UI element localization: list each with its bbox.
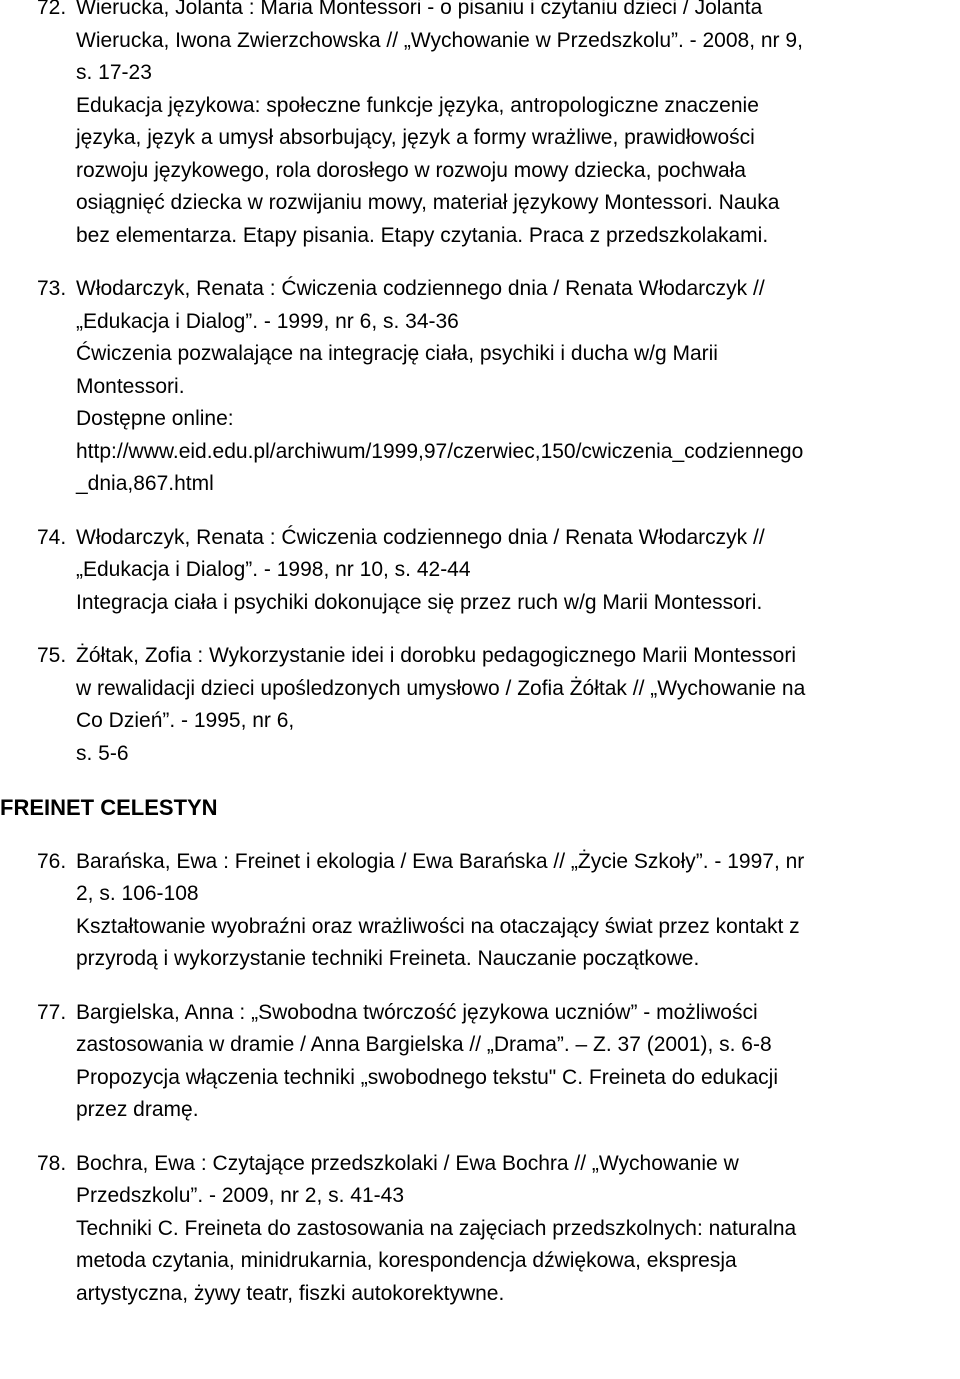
entry-annotation [76, 1062, 956, 1127]
entry-number: 74. [37, 525, 67, 549]
entry-number: 76. [37, 849, 67, 873]
entry-citation [76, 273, 956, 338]
entry-number: 78. [37, 1151, 67, 1175]
citation-line: Przedszkolu”. - 2009, nr 2, s. 41-43 [76, 1184, 404, 1207]
bibliography-entry [0, 1148, 956, 1311]
entry-annotation [76, 90, 956, 253]
citation-line: Włodarczyk, Renata : Ćwiczenia codziennego dnia / Renata Włodarczyk // [76, 277, 765, 300]
entry-citation [76, 640, 956, 770]
online-link[interactable]: http://www.eid.edu.pl/archiwum/1999,97/czerwiec,150/cwiczenia_codziennego [76, 439, 804, 463]
citation-line: s. 17-23 [76, 61, 152, 84]
entry-annotation [76, 338, 956, 501]
entry-number: 75. [37, 644, 67, 667]
annotation-line: osiągnięć dziecka w rozwijaniu mowy, materiał językowy Montessori. Nauka [76, 191, 780, 214]
citation-line: Co Dzień”. - 1995, nr 6, [76, 709, 295, 732]
citation-line: zastosowania w dramie / Anna Bargielska // „Drama”. – Z. 37 (2001), s. 6-8 [76, 1033, 772, 1056]
citation-line: s. 5-6 [76, 741, 129, 765]
citation-line: w rewalidacji dzieci upośledzonych umysłowo / Zofia Żółtak // „Wychowanie na [76, 676, 806, 700]
annotation-line: bez elementarza. Etapy pisania. Etapy czytania. Praca z przedszkolakami. [76, 223, 769, 247]
citation-line: Żółtak, Zofia : Wykorzystanie idei i dorobku pedagogicznego Marii Montessori [76, 644, 796, 667]
annotation-line: Kształtowanie wyobraźni oraz wrażliwości na otaczający świat przez kontakt z [76, 914, 800, 938]
annotation-line: rozwoju językowego, rola dorosłego w rozwoju mowy dziecka, pochwała [76, 158, 746, 182]
citation-line: Bargielska, Anna : „Swobodna twórczość językowa uczniów” - możliwości [76, 1000, 758, 1024]
annotation-line: przyrodą i wykorzystanie techniki Freineta. Nauczanie początkowe. [76, 947, 700, 970]
citation-line: „Edukacja i Dialog”. - 1998, nr 10, s. 42-44 [76, 558, 471, 581]
bibliography-entry [0, 522, 956, 620]
annotation-line: metoda czytania, minidrukarnia, korespondencja dźwiękowa, ekspresja [76, 1249, 737, 1272]
bibliography-entry [0, 997, 956, 1127]
annotation-line: Integracja ciała i psychiki dokonujące się przez ruch w/g Marii Montessori. [76, 590, 763, 614]
entry-number: 77. [37, 1000, 67, 1024]
annotation-line: Techniki C. Freineta do zastosowania na zajęciach przedszkolnych: naturalna [76, 1216, 797, 1240]
bibliography-entry [0, 0, 956, 252]
entry-citation [76, 0, 956, 90]
entry-number: 73. [37, 277, 67, 300]
annotation-line: języka, język a umysł absorbujący, język a formy wrażliwe, prawidłowości [76, 126, 755, 149]
bibliography-entry [0, 640, 956, 770]
annotation-line: Propozycja włączenia techniki „swobodnego tekstu" C. Freineta do edukacji [76, 1065, 778, 1089]
citation-line: Bochra, Ewa : Czytające przedszkolaki / Ewa Bochra // „Wychowanie w [76, 1151, 739, 1175]
annotation-line: Ćwiczenia pozwalające na integrację ciała, psychiki i ducha w/g Marii [76, 342, 718, 365]
bibliography-entry [0, 846, 956, 976]
citation-line: „Edukacja i Dialog”. - 1999, nr 6, s. 34-36 [76, 309, 459, 333]
entry-annotation [76, 587, 956, 620]
citation-line: 2, s. 106-108 [76, 882, 199, 905]
annotation-line: Edukacja językowa: społeczne funkcje języka, antropologiczne znaczenie [76, 93, 759, 117]
entry-citation [76, 522, 956, 587]
annotation-line: Montessori. [76, 374, 185, 398]
entry-annotation [76, 1213, 956, 1311]
entry-number: 72. [37, 0, 67, 19]
annotation-line: Dostępne online: [76, 407, 234, 430]
annotation-line: artystyczna, żywy teatr, fiszki autokorektywne. [76, 1281, 505, 1305]
entry-citation [76, 997, 956, 1062]
citation-line: Barańska, Ewa : Freinet i ekologia / Ewa Barańska // „Życie Szkoły”. - 1997, nr [76, 849, 805, 873]
citation-line: Wierucka, Jolanta : Maria Montessori - o pisaniu i czytaniu dzieci / Jolanta [76, 0, 763, 19]
entry-annotation [76, 911, 956, 976]
section-heading: FREINET CELESTYN [0, 795, 218, 820]
citation-line: Wierucka, Iwona Zwierzchowska // „Wychowanie w Przedszkolu”. - 2008, nr 9, [76, 28, 803, 52]
online-link-continuation[interactable]: _dnia,867.html [76, 472, 214, 495]
bibliography-entry [0, 273, 956, 501]
annotation-line: przez dramę. [76, 1098, 199, 1121]
entry-citation [76, 846, 956, 911]
entry-citation [76, 1148, 956, 1213]
citation-line: Włodarczyk, Renata : Ćwiczenia codziennego dnia / Renata Włodarczyk // [76, 525, 765, 549]
